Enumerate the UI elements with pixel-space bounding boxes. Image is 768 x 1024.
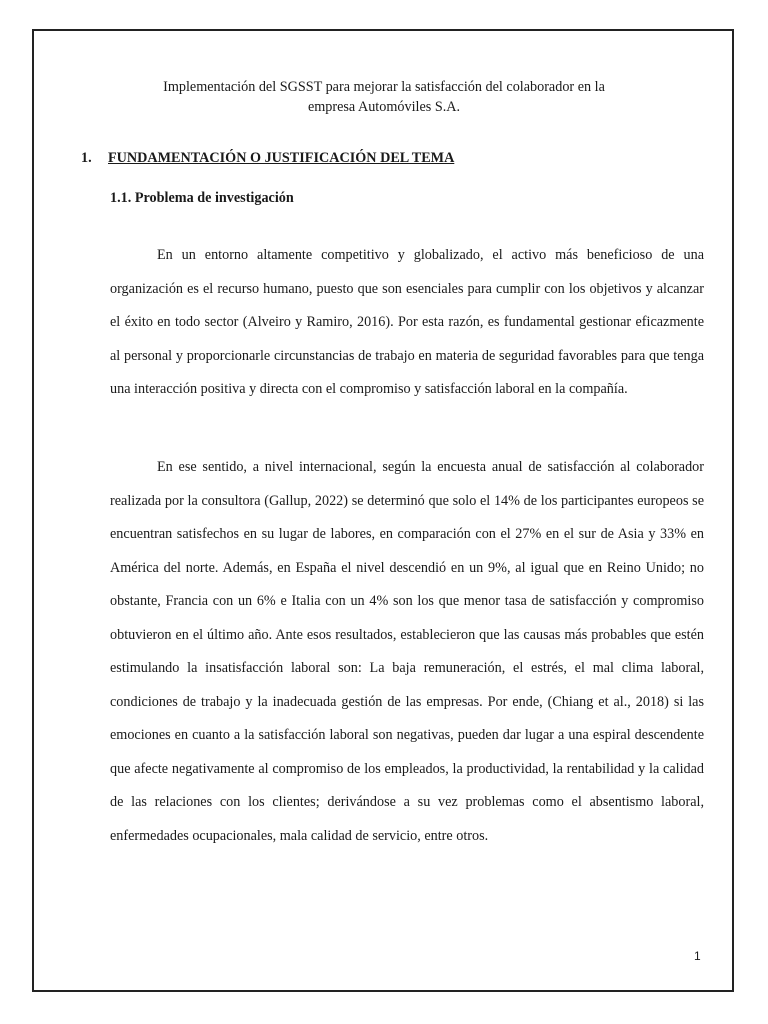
- section-number: 1.: [81, 150, 92, 166]
- section-title: FUNDAMENTACIÓN O JUSTIFICACIÓN DEL TEMA: [108, 150, 455, 166]
- paragraph: En ese sentido, a nivel internacional, según la encuesta anual de satisfacción al colaborador realizada por la consultora (Gallup, 2022) se determinó que solo el 14% de los participantes europeos se encuentran satisfechos en su lugar de labores, en comparación con el 27% en el sur de Asia y 33% en América del norte. Además, en España el nivel descendió en un 9%, al igual que en Reino Unido; no obstante, Francia con un 6% e Italia con un 4% son los que menor tasa de satisfacción y compromiso obtuvieron en el último año. Ante esos resultados, establecieron que las causas más probables que estén estimulando la insatisfacción laboral son: La baja remuneración, el estrés, el mal clima laboral, condiciones de trabajo y la inadecuada gestión de las empresas. Por ende, (Chiang et al., 2018) si las emociones en cuanto a la satisfacción laboral son negativas, pueden dar lugar a una espiral descendente que afecte negativamente al compromiso de los empleados, la productividad, la rentabilidad y la calidad de las relaciones con los clientes; derivándose a su vez problemas como el absentismo laboral, enfermedades ocupacionales, mala calidad de servicio, entre otros.: [110, 459, 704, 844]
- subsection-heading: 1.1. Problema de investigación: [110, 190, 294, 206]
- document-title-line-1: Implementación del SGSST para mejorar la satisfacción del colaborador en la: [163, 79, 605, 95]
- document-title: [0, 77, 768, 117]
- section-heading: [81, 150, 454, 167]
- page-number: 1: [694, 949, 701, 963]
- paragraph: En un entorno altamente competitivo y globalizado, el activo más beneficioso de una organización es el recurso humano, puesto que son esenciales para cumplir con los objetivos y alcanzar el éxito en todo sector (Alveiro y Ramiro, 2016). Por esta razón, es fundamental gestionar eficazmente al personal y proporcionarle circunstancias de trabajo en materia de seguridad favorables para que tenga una interacción positiva y directa con el compromiso y satisfacción laboral en la compañía.: [110, 247, 704, 397]
- document-title-line-2: empresa Automóviles S.A.: [307, 99, 461, 115]
